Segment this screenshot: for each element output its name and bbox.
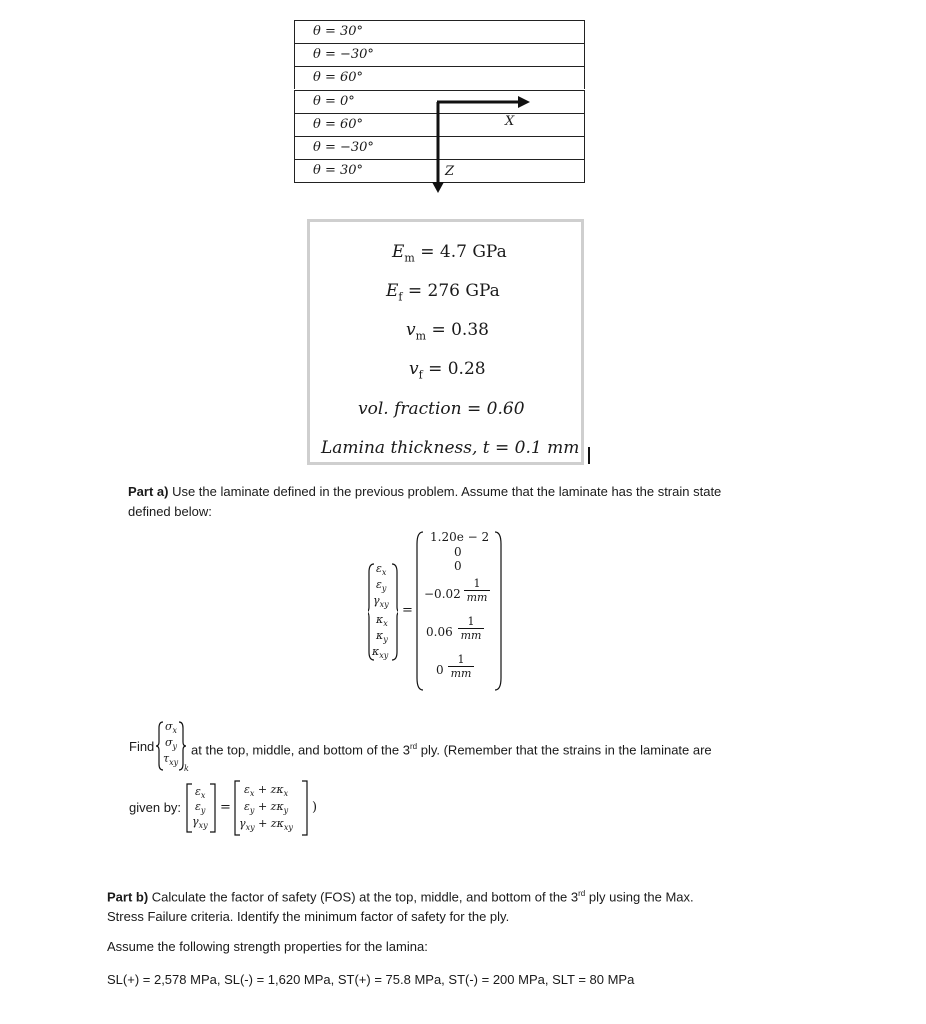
unit-fraction-ky: 1 mm xyxy=(456,615,486,642)
material-properties-box xyxy=(307,219,584,465)
given-lhs-vector xyxy=(186,783,216,833)
ply-label: θ = −30° xyxy=(313,140,374,155)
value-ky: 0.06 xyxy=(426,625,453,639)
strain-ex0: $\varepsilon_x$ xyxy=(376,562,387,578)
strength-properties: SL(+) = 2,578 MPa, SL(-) = 1,620 MPa, ST(+) = 75.8 MPa, ST(-) = 200 MPa, SLT = 80 MPa xyxy=(107,972,635,987)
value-gxy0: 0 xyxy=(454,559,462,573)
given-close-paren: ) xyxy=(312,800,318,815)
axes-arrows xyxy=(420,88,550,198)
stress-sy: $\sigma_y$ xyxy=(165,736,178,752)
given-label: given by: xyxy=(129,800,182,815)
given-gxy: $\gamma_{xy}$ xyxy=(192,815,208,831)
given-rhs-row3: $\gamma_{xy} + z\kappa_{xy}$ xyxy=(239,817,293,833)
part-a-label: Part a) xyxy=(128,484,169,499)
stress-vector xyxy=(156,720,186,772)
find-text: at the top, middle, and bottom of the 3rd ply. (Remember that the strains in the laminate are xyxy=(191,742,712,758)
value-ex0: 1.20e − 2 xyxy=(430,530,490,544)
part-a-line1: Use the laminate defined in the previous problem. Assume that the laminate has the strain state xyxy=(168,484,722,499)
stress-txy: $\tau_{xy}$ xyxy=(163,752,179,768)
unit-fraction-kx: 1 mm xyxy=(462,577,492,604)
ply-label: θ = 30° xyxy=(313,163,364,178)
part-b-line1b: ply using the Max. xyxy=(585,889,694,905)
given-rhs-row1: $\varepsilon_x + z\kappa_x$ xyxy=(244,783,289,799)
given-rhs-row2: $\varepsilon_y + z\kappa_y$ xyxy=(244,800,289,816)
part-b-label: Part b) xyxy=(107,889,149,905)
ply-label: θ = 30° xyxy=(313,24,364,39)
ply-1 xyxy=(294,20,585,43)
thickness-property: Lamina thickness, t = 0.1 mm xyxy=(321,438,580,458)
stress-subscript-k: k xyxy=(184,764,189,773)
ef-property: $E_f = 276$ GPa xyxy=(386,281,500,304)
x-arrowhead-icon xyxy=(518,96,530,108)
vol-fraction-property: vol. fraction = 0.60 xyxy=(358,399,525,419)
strain-kxy: $\kappa_{xy}$ xyxy=(372,645,389,661)
strain-gxy0: $\gamma_{xy}$ xyxy=(373,594,389,610)
part-b-line2: Stress Failure criteria. Identify the minimum factor of safety for the ply. xyxy=(107,909,510,925)
given-rhs-vector xyxy=(234,780,308,836)
stress-sx: $\sigma_x$ xyxy=(165,720,178,736)
part-a-line2: defined below: xyxy=(128,504,212,519)
z-axis-label: Z xyxy=(445,164,455,179)
given-ey: $\varepsilon_y$ xyxy=(195,800,206,816)
strain-equals: = xyxy=(402,603,413,618)
ply-label: θ = 60° xyxy=(313,70,364,85)
text-cursor xyxy=(588,447,590,464)
part-b-sup: rd xyxy=(578,889,586,898)
ply-label: θ = 0° xyxy=(313,94,355,109)
z-arrowhead-icon xyxy=(432,182,444,193)
ply-label: θ = −30° xyxy=(313,47,374,62)
strain-values-vector xyxy=(416,530,502,692)
x-axis-label: X xyxy=(505,114,515,129)
part-b-line1: Calculate the factor of safety (FOS) at the top, middle, and bottom of the 3 xyxy=(148,889,579,905)
part-b-line3: Assume the following strength properties for the lamina: xyxy=(107,939,428,954)
unit-fraction-kxy: 1 mm xyxy=(446,653,476,680)
strain-ey0: $\varepsilon_y$ xyxy=(376,578,387,594)
given-ex: $\varepsilon_x$ xyxy=(195,785,206,801)
ply-2 xyxy=(294,43,585,66)
given-equals: = xyxy=(220,800,231,815)
find-label: Find xyxy=(129,739,155,754)
value-kxy: 0 xyxy=(436,663,444,677)
strain-kx: $\kappa_x$ xyxy=(376,613,388,629)
part-a-text xyxy=(128,482,828,522)
vf-property: $v_f = 0.28$ xyxy=(409,359,486,382)
strain-ky: $\kappa_y$ xyxy=(376,629,388,645)
em-property: $E_m = 4.7$ GPa xyxy=(392,242,507,265)
ply-label: θ = 60° xyxy=(313,117,364,132)
vm-property: $v_m = 0.38$ xyxy=(406,320,489,343)
ply-3 xyxy=(294,66,585,89)
value-ey0: 0 xyxy=(454,545,462,559)
value-kx: −0.02 xyxy=(424,587,461,601)
part-b-text xyxy=(107,884,827,927)
strain-vector xyxy=(368,562,398,662)
